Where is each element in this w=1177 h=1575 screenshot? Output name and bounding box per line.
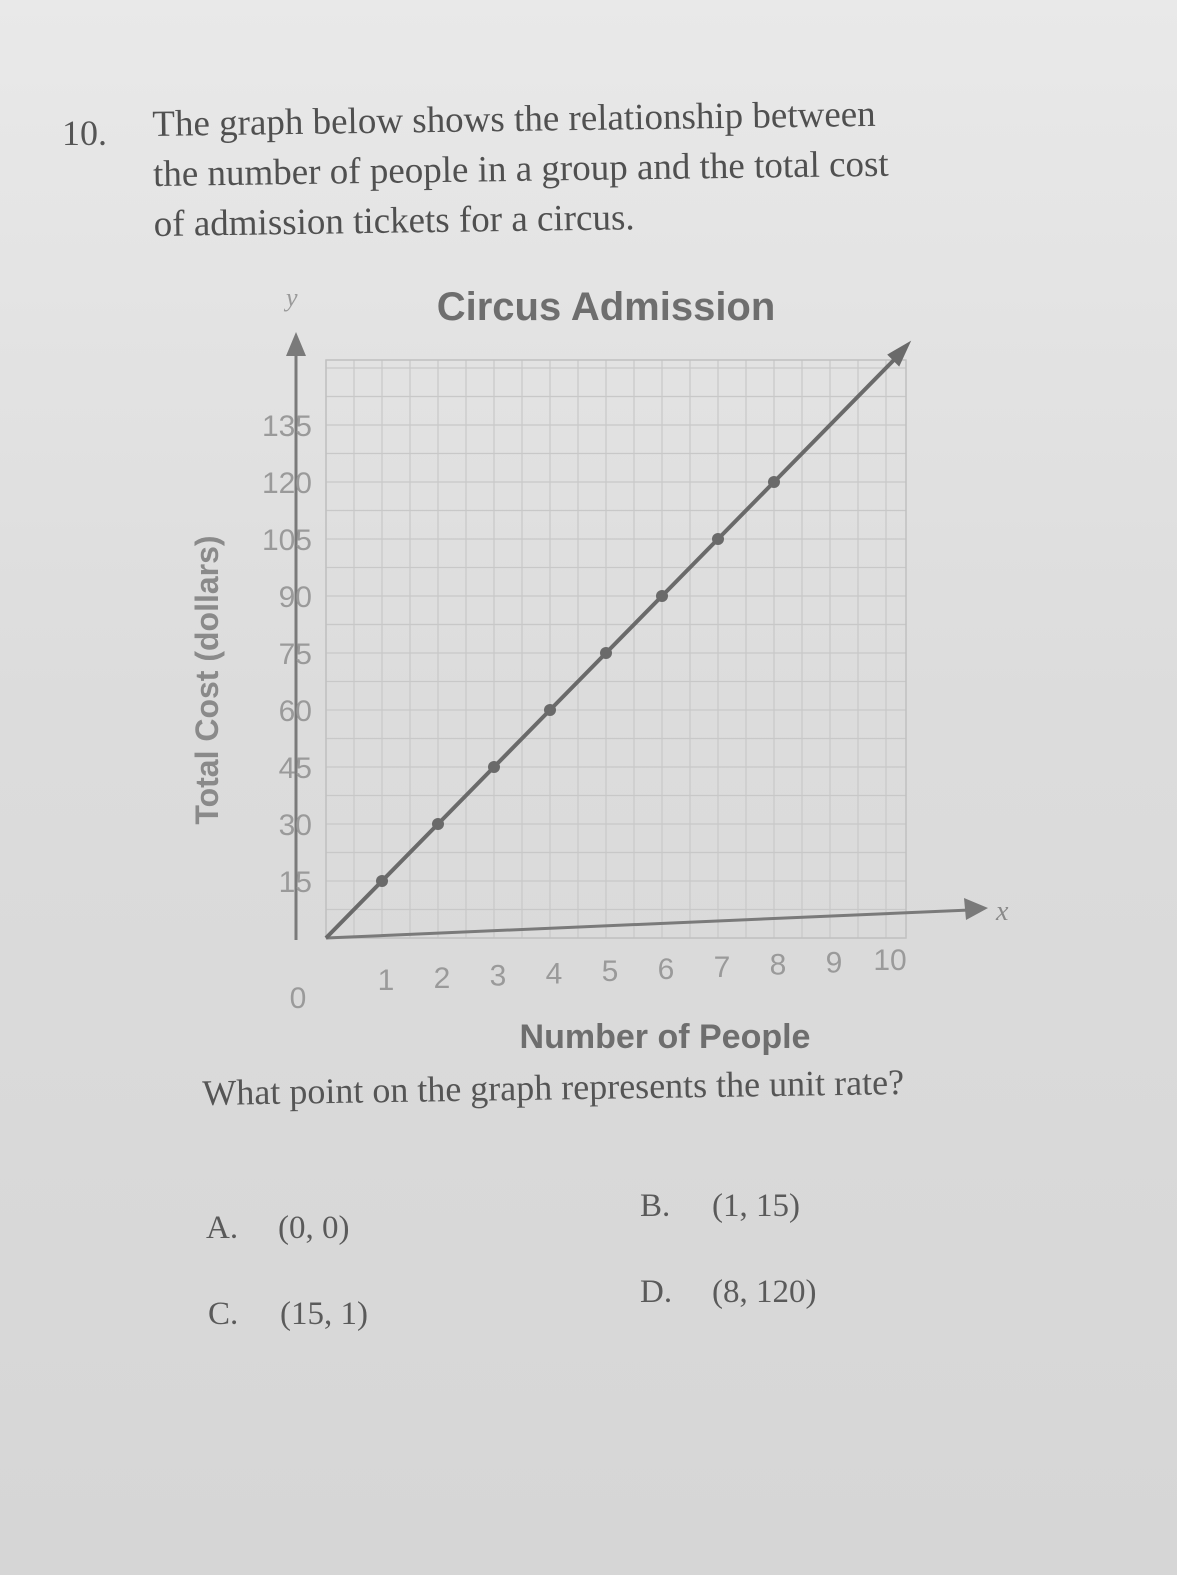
choice-text: (1, 15) bbox=[712, 1188, 800, 1224]
y-axis-symbol: y bbox=[286, 283, 298, 312]
choice-a[interactable] bbox=[206, 1210, 349, 1247]
x-tick-label: 6 bbox=[657, 953, 675, 986]
data-point bbox=[600, 647, 612, 659]
question-line: of admission tickets for a circus. bbox=[153, 197, 635, 245]
y-tick-label: 120 bbox=[261, 467, 312, 500]
x-axis-symbol: x bbox=[996, 896, 1009, 927]
data-point bbox=[488, 761, 500, 773]
choice-letter: C. bbox=[208, 1296, 239, 1332]
data-point bbox=[768, 476, 780, 488]
x-tick-label: 1 bbox=[377, 964, 395, 997]
y-tick-label: 45 bbox=[278, 752, 312, 785]
x-axis-arrow bbox=[964, 898, 988, 920]
choice-letter: D. bbox=[640, 1274, 673, 1310]
chart-title: Circus Admission bbox=[436, 285, 776, 329]
x-tick-label: 5 bbox=[601, 955, 619, 989]
choice-text: (8, 120) bbox=[712, 1274, 817, 1310]
x-tick-label: 7 bbox=[713, 950, 731, 984]
y-tick-label: 105 bbox=[261, 524, 312, 557]
y-axis-label: Total Cost (dollars) bbox=[189, 535, 225, 825]
choice-b[interactable] bbox=[640, 1188, 800, 1225]
choice-letter: A. bbox=[206, 1210, 239, 1246]
circus-admission-chart bbox=[150, 270, 1050, 1060]
y-tick-label: 15 bbox=[278, 866, 312, 899]
x-tick-label: 10 bbox=[873, 944, 907, 978]
choice-d[interactable] bbox=[640, 1274, 816, 1311]
x-axis-label: Number of People bbox=[519, 1018, 811, 1056]
series-line bbox=[326, 357, 897, 938]
choice-text: (15, 1) bbox=[280, 1296, 368, 1332]
question-prompt: What point on the graph represents the unit rate? bbox=[202, 1061, 905, 1113]
choice-text: (0, 0) bbox=[278, 1210, 350, 1246]
question-text bbox=[152, 88, 1014, 250]
origin-label: 0 bbox=[289, 982, 307, 1015]
y-tick-label: 60 bbox=[278, 695, 312, 728]
x-tick-label: 2 bbox=[433, 961, 451, 995]
y-tick-label: 135 bbox=[261, 410, 312, 443]
question-number: 10. bbox=[62, 113, 107, 153]
x-tick-label: 9 bbox=[825, 946, 843, 980]
y-tick-label: 75 bbox=[278, 638, 312, 671]
data-point bbox=[712, 533, 724, 545]
data-point bbox=[376, 875, 388, 887]
y-axis-arrow bbox=[286, 332, 306, 356]
y-tick-label: 90 bbox=[278, 581, 312, 614]
question-line: the number of people in a group and the total cost bbox=[152, 143, 889, 195]
data-point bbox=[432, 818, 444, 830]
x-tick-label: 3 bbox=[489, 959, 507, 993]
x-tick-label: 4 bbox=[545, 957, 563, 991]
question-line: The graph below shows the relationship between bbox=[152, 93, 876, 145]
x-tick-label: 8 bbox=[769, 948, 787, 982]
chart-svg bbox=[150, 270, 1050, 1060]
x-axis-line bbox=[326, 910, 970, 938]
choice-c[interactable] bbox=[208, 1296, 368, 1333]
data-point bbox=[544, 704, 556, 716]
data-point bbox=[656, 590, 668, 602]
y-tick-label: 30 bbox=[278, 809, 312, 842]
choice-letter: B. bbox=[640, 1188, 671, 1224]
